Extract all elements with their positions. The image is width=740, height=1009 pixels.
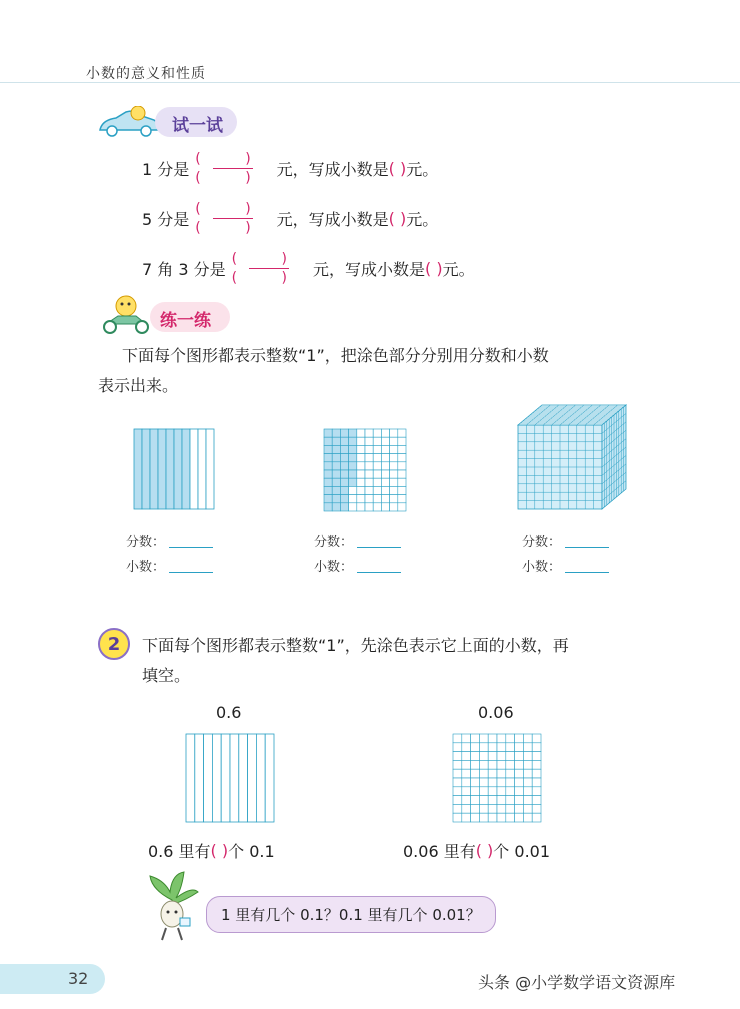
answer-blank[interactable]: ( ) xyxy=(388,209,407,228)
problem2-instruction-line1: 下面每个图形都表示整数“1”，先涂色表示它上面的小数，再 xyxy=(142,636,569,655)
figure-a-value: 0.6 xyxy=(216,703,242,722)
decimal-answer-3[interactable]: 小数： xyxy=(522,556,609,575)
practice-instruction-line1: 下面每个图形都表示整数“1”，把涂色部分分别用分数和小数 xyxy=(122,346,549,365)
chapter-title: 小数的意义和性质 xyxy=(86,66,206,82)
decimal-answer-1[interactable]: 小数： xyxy=(126,556,213,575)
count-hundredths-blank[interactable]: ( ) xyxy=(475,841,494,860)
try-label: 试一试 xyxy=(172,116,223,136)
caption-b: 0.06 里有 ( ) 个 0.01 xyxy=(403,841,551,861)
motorbike-icon xyxy=(98,294,154,336)
page-number: 32 xyxy=(68,969,89,988)
tenths-grid-to-shade[interactable] xyxy=(185,733,275,823)
caption-a: 0.6 里有 ( ) 个 0.1 xyxy=(148,841,275,861)
fraction-answer-1[interactable]: 分数： xyxy=(126,531,213,550)
fraction-blank[interactable]: $\frac{( )}{( )}$ xyxy=(195,151,271,186)
hundredths-shaded-figure xyxy=(323,428,407,512)
fraction-answer-3[interactable]: 分数： xyxy=(522,531,609,550)
practice-instruction-line2: 表示出来。 xyxy=(98,376,179,395)
fraction-blank[interactable]: $\frac{( )}{( )}$ xyxy=(231,251,307,286)
decimal-answer-2[interactable]: 小数： xyxy=(314,556,401,575)
answer-blank[interactable]: ( ) xyxy=(425,259,443,278)
answer-blank[interactable]: ( ) xyxy=(388,159,407,178)
try-question-2: 5 分是 $\frac{( )}{( )}$ 元，写成小数是 ( ) 元。 xyxy=(142,201,439,236)
watermark: 头条 @小学数学语文资源库 xyxy=(478,973,676,992)
problem2-instruction-line2: 填空。 xyxy=(142,666,191,685)
figure-b-value: 0.06 xyxy=(478,703,514,722)
page-number-tab xyxy=(0,964,105,994)
header-divider xyxy=(0,82,740,83)
tenths-shaded-figure xyxy=(133,428,215,510)
practice-label: 练一练 xyxy=(160,311,211,331)
problem-number-badge: 2 xyxy=(98,628,130,660)
count-tenths-blank[interactable]: ( ) xyxy=(210,841,229,860)
vegetable-mascot-icon xyxy=(142,870,202,942)
try-question-1: 1 分是 $\frac{( )}{( )}$ 元，写成小数是 ( ) 元。 xyxy=(142,151,439,186)
try-question-3: 7 角 3 分是 $\frac{( )}{( )}$ 元，写成小数是 ( ) 元。 xyxy=(142,251,475,286)
car-icon xyxy=(96,106,162,140)
thousandths-cube-figure xyxy=(516,403,628,513)
fraction-blank[interactable]: $\frac{( )}{( )}$ xyxy=(195,201,271,236)
speech-bubble: 1 里有几个 0.1？0.1 里有几个 0.01？ xyxy=(206,896,496,933)
fraction-answer-2[interactable]: 分数： xyxy=(314,531,401,550)
hundredths-grid-to-shade[interactable] xyxy=(452,733,542,823)
